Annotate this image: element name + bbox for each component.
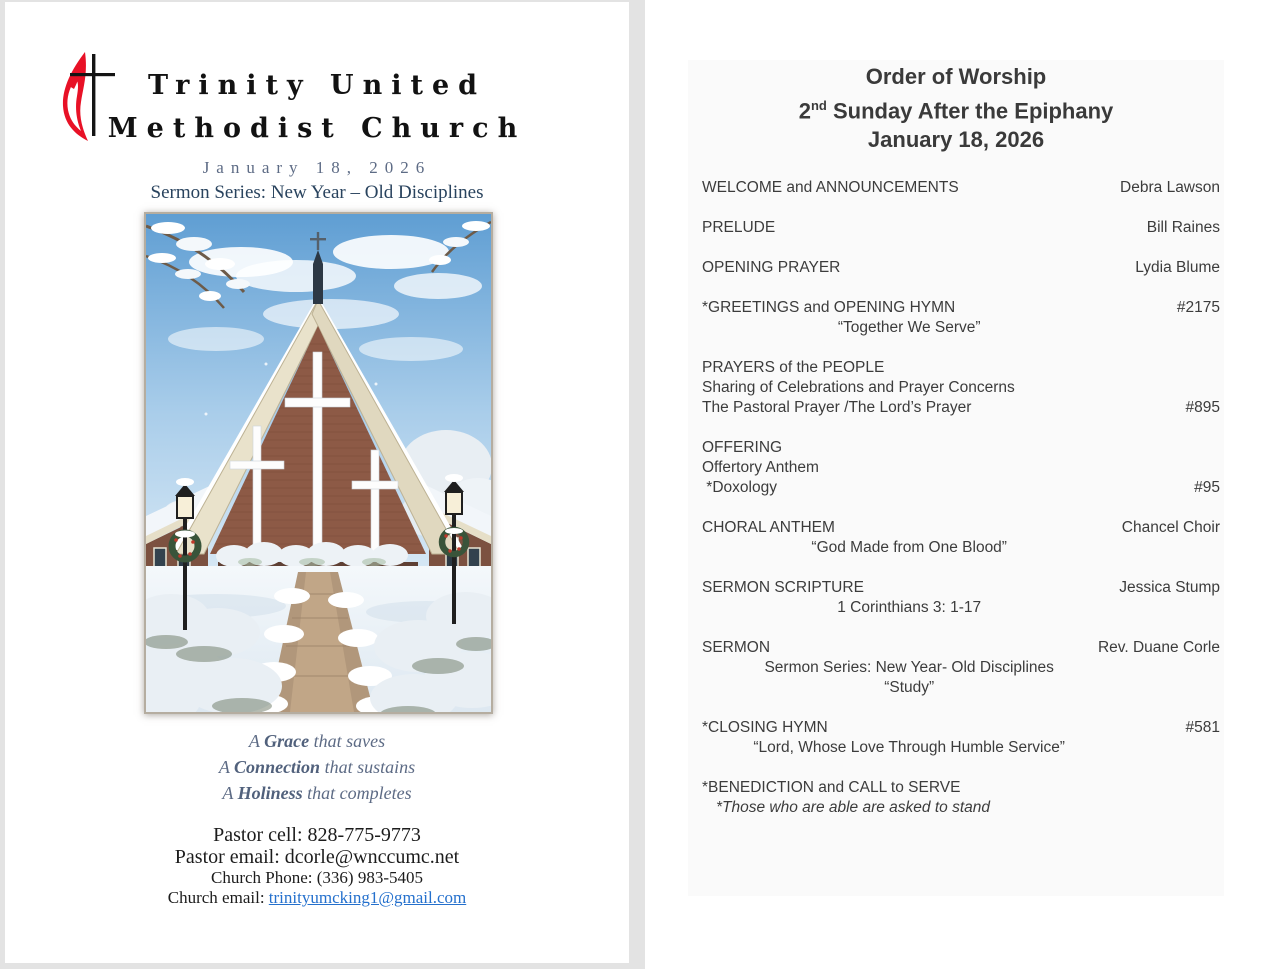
worship-row	[702, 398, 1220, 418]
worship-value: Rev. Duane Corle	[1097, 639, 1220, 656]
worship-label: Sharing of Celebrations and Prayer Concerns	[702, 379, 1015, 396]
church-name-line1: Trinity United	[147, 70, 487, 101]
tagline-prefix: A	[218, 757, 235, 777]
worship-subline: 1 Corinthians 3: 1-17	[837, 599, 982, 616]
stand-note: *Those who are able are asked to stand	[716, 799, 991, 816]
church-email-label: Church email:	[167, 888, 269, 907]
church-photo	[144, 212, 493, 714]
tagline-emphasis: Connection	[234, 757, 321, 777]
worship-subline: “Lord, Whose Love Through Humble Service”	[753, 739, 1065, 756]
worship-label: PRELUDE	[702, 219, 776, 236]
contact-info	[5, 824, 629, 908]
worship-row	[702, 658, 1116, 678]
worship-value: #95	[1194, 479, 1220, 496]
worship-label: *Doxology	[702, 479, 777, 496]
worship-row	[702, 318, 1116, 338]
worship-row	[702, 678, 1116, 698]
worship-value: #2175	[1176, 299, 1220, 316]
church-name	[5, 64, 629, 150]
sermon-series-title: Sermon Series: New Year – Old Disciplines	[150, 182, 484, 203]
order-heading-line3: January 18, 2026	[867, 127, 1045, 153]
worship-item-prayers	[702, 358, 1220, 418]
worship-label: OFFERING	[702, 439, 783, 456]
worship-label: OPENING PRAYER	[702, 259, 841, 276]
worship-row	[702, 578, 1220, 598]
taglines	[5, 728, 629, 806]
worship-label: Offertory Anthem	[702, 459, 819, 476]
church-email-line	[5, 888, 629, 908]
worship-row	[702, 478, 1220, 498]
order-heading-line2	[688, 91, 1224, 125]
worship-row	[702, 178, 1220, 198]
worship-subline: “Study”	[884, 679, 935, 696]
worship-row	[702, 538, 1116, 558]
worship-item-opening-prayer	[702, 258, 1220, 278]
worship-item-choral-anthem	[702, 518, 1220, 558]
worship-row	[702, 258, 1220, 278]
worship-item-closing-hymn	[702, 718, 1220, 758]
worship-row	[702, 458, 1220, 478]
worship-row	[702, 638, 1220, 658]
worship-value: #581	[1185, 719, 1220, 736]
worship-label: PRAYERS of the PEOPLE	[702, 359, 885, 376]
worship-row	[702, 218, 1220, 238]
church-email-link[interactable]: trinityumcking1@gmail.com	[268, 888, 467, 907]
worship-row	[702, 718, 1220, 738]
worship-item-prelude	[702, 218, 1220, 238]
order-heading	[688, 62, 1224, 154]
tagline-suffix: that completes	[302, 783, 412, 803]
pastor-cell: Pastor cell: 828-775-9773	[213, 824, 421, 846]
worship-row	[702, 438, 1220, 458]
heading-ordinal: 2	[798, 98, 811, 124]
heading-ordinal-suffix: nd	[810, 98, 827, 113]
tagline-suffix: that sustains	[320, 757, 416, 777]
heading-line2-rest: Sunday After the Epiphany	[826, 98, 1114, 124]
worship-label: *BENEDICTION and CALL to SERVE	[702, 779, 961, 796]
tagline-holiness	[5, 780, 629, 806]
worship-row	[702, 358, 1220, 378]
worship-row	[702, 378, 1220, 398]
cover-date: January 18, 2026	[202, 158, 432, 177]
worship-row	[702, 798, 1220, 818]
worship-item-benediction	[702, 778, 1220, 818]
worship-label: SERMON SCRIPTURE	[702, 579, 864, 596]
worship-value: #895	[1185, 399, 1220, 416]
tagline-prefix: A	[248, 731, 265, 751]
worship-value: Lydia Blume	[1135, 259, 1220, 276]
worship-item-opening-hymn	[702, 298, 1220, 338]
worship-subline: “God Made from One Blood”	[811, 539, 1007, 556]
worship-row	[702, 738, 1116, 758]
worship-label: SERMON	[702, 639, 771, 656]
order-heading-line1: Order of Worship	[865, 64, 1047, 89]
worship-row	[702, 298, 1220, 318]
worship-item-sermon-scripture	[702, 578, 1220, 618]
tagline-prefix: A	[222, 783, 238, 803]
tagline-connection	[5, 754, 629, 780]
worship-item-offering	[702, 438, 1220, 498]
worship-label: *GREETINGS and OPENING HYMN	[702, 299, 956, 316]
worship-item-welcome	[702, 178, 1220, 198]
worship-value: Bill Raines	[1146, 219, 1220, 236]
worship-label: CHORAL ANTHEM	[702, 519, 835, 536]
worship-row	[702, 518, 1220, 538]
church-phone: Church Phone: (336) 983-5405	[210, 868, 423, 887]
worship-row	[702, 778, 1220, 798]
worship-value: Jessica Stump	[1119, 579, 1220, 596]
order-of-worship-page	[645, 0, 1266, 969]
pastor-email: Pastor email: dcorle@wnccumc.net	[174, 846, 460, 868]
worship-value: Chancel Choir	[1121, 519, 1220, 536]
worship-item-sermon	[702, 638, 1220, 698]
tagline-suffix: that saves	[309, 731, 386, 751]
order-of-worship-block	[688, 60, 1224, 896]
tagline-emphasis: Holiness	[237, 783, 303, 803]
church-name-line2: Methodist Church	[107, 113, 527, 144]
worship-subline: “Together We Serve”	[837, 319, 981, 336]
church-photo-illustration	[146, 214, 491, 712]
worship-label: *CLOSING HYMN	[702, 719, 828, 736]
worship-subline: Sermon Series: New Year- Old Disciplines	[764, 659, 1054, 676]
bulletin-cover-page	[5, 2, 629, 963]
tagline-emphasis: Grace	[264, 731, 310, 751]
worship-row	[702, 598, 1116, 618]
worship-items	[702, 178, 1220, 838]
worship-label: The Pastoral Prayer /The Lord’s Prayer	[702, 399, 972, 416]
worship-label: WELCOME and ANNOUNCEMENTS	[702, 179, 959, 196]
tagline-grace	[5, 728, 629, 754]
worship-value: Debra Lawson	[1120, 179, 1220, 196]
